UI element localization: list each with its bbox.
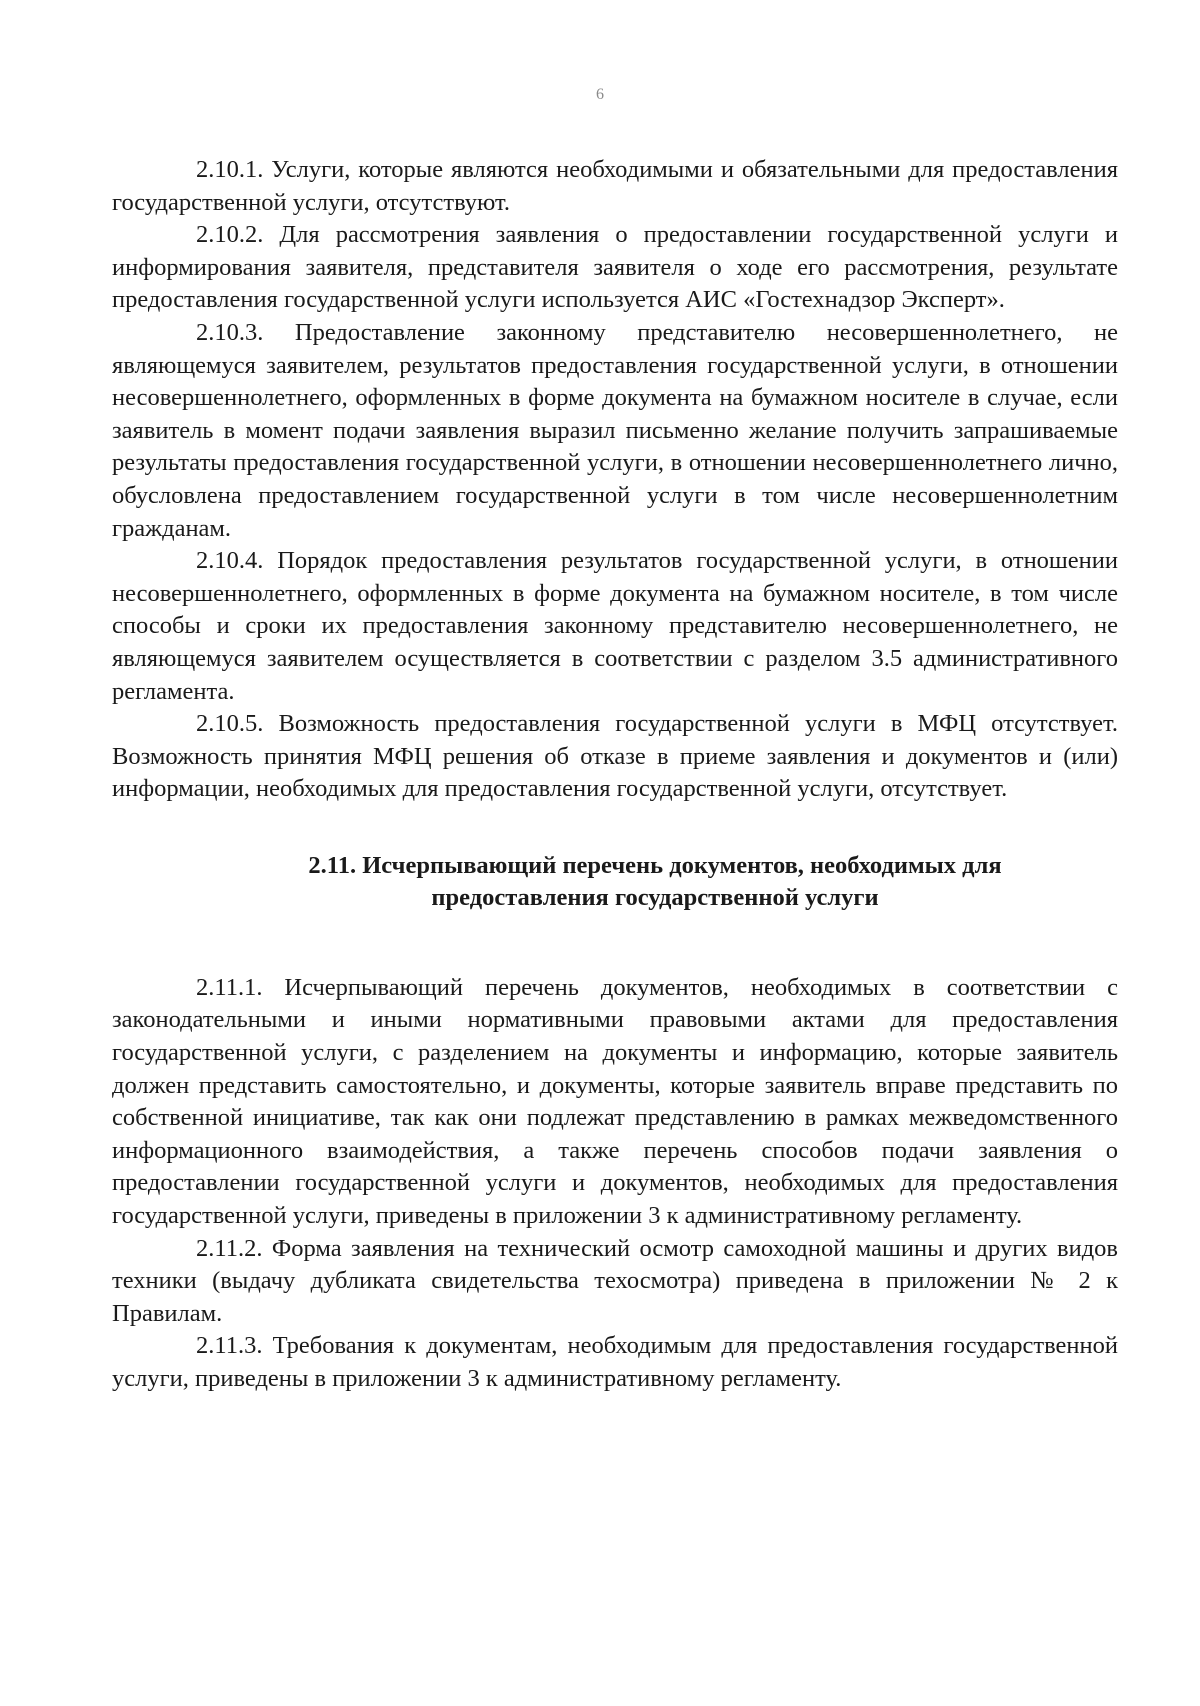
section-heading-line-2: предоставления государственной услуги xyxy=(431,883,879,911)
paragraph-2-11-3: 2.11.3. Требования к документам, необходимым для предоставления государственной услуги, приведены в приложении 3 к административному регламенту. xyxy=(112,1332,1118,1392)
paragraph-2-10-5: 2.10.5. Возможность предоставления государственной услуги в МФЦ отсутствует. Возможность принятия МФЦ решения об отказе в приеме заявления и документов и (или) информации, необходимых для предоставления государственной услуги, отсутствует. xyxy=(112,710,1118,803)
paragraph-2-11-2: 2.11.2. Форма заявления на технический осмотр самоходной машины и других видов техники (выдачу дубликата свидетельства техосмотра) приведена в приложении № 2 к Правилам. xyxy=(112,1234,1118,1327)
page-number: 6 xyxy=(596,86,604,103)
paragraph-2-10-1: 2.10.1. Услуги, которые являются необходимыми и обязательными для предоставления государственной услуги, отсутствуют. xyxy=(112,156,1118,216)
section-heading-line-1: 2.11. Исчерпывающий перечень документов, необходимых для xyxy=(308,851,1002,879)
paragraph-2-11-1: 2.11.1. Исчерпывающий перечень документов, необходимых в соответствии с законодательными и иными нормативными правовыми актами для предоставления государственной услуги, с разделением на документы и информацию, которые заявитель должен представить самостоятельно, и документы, которые заявитель вправе представить по собственной инициативе, так как они подлежат представлению в рамках межведомственного информационного взаимодействия, а также перечень способов подачи заявления о предоставлении государственной услуги и документов, необходимых для предоставления государственной услуги, приведены в приложении 3 к административному регламенту. xyxy=(112,973,1118,1230)
paragraph-2-10-2: 2.10.2. Для рассмотрения заявления о предоставлении государственной услуги и информирования заявителя, представителя заявителя о ходе его рассмотрения, результате предоставления государственной услуги используется АИС «Гостехнадзор Эксперт». xyxy=(112,221,1118,314)
paragraph-2-10-4: 2.10.4. Порядок предоставления результатов государственной услуги, в отношении несовершеннолетнего, оформленных в форме документа на бумажном носителе, в том числе способы и сроки их предоставления законному представителю несовершеннолетнего, не являющемуся заявителем осуществляется в соответствии с разделом 3.5 административного регламента. xyxy=(112,547,1118,705)
paragraph-2-10-3: 2.10.3. Предоставление законному представителю несовершеннолетнего, не являющемуся заявителем, результатов предоставления государственной услуги, в отношении несовершеннолетнего, оформленных в форме документа на бумажном носителе в случае, если заявитель в момент подачи заявления выразил письменно желание получить запрашиваемые результаты предоставления государственной услуги, в отношении несовершеннолетнего лично, обусловлена предоставлением государственной услуги в том числе несовершеннолетним гражданам. xyxy=(112,318,1118,542)
document-body xyxy=(112,154,1118,1396)
section-heading-2-11 xyxy=(112,850,1118,914)
